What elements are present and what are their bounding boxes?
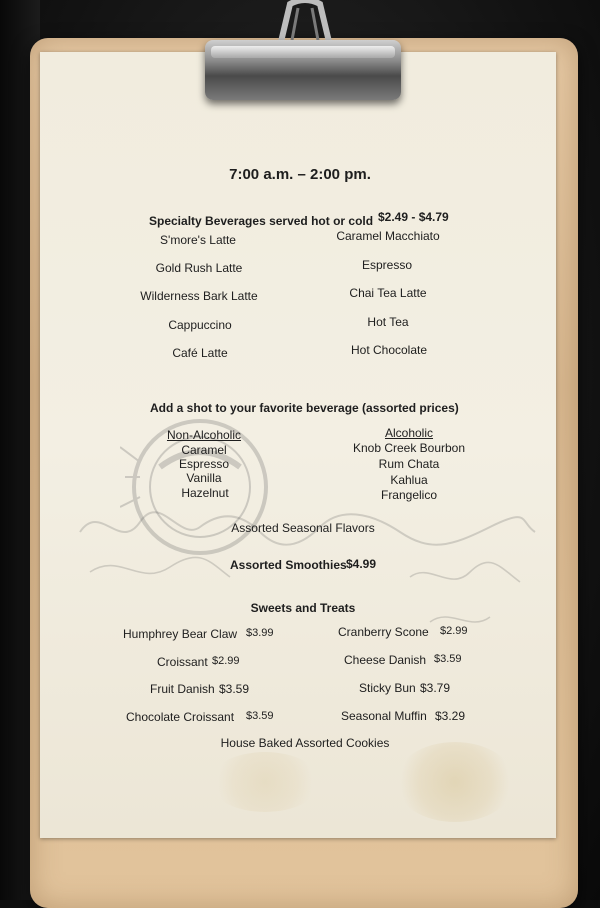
alcoholic-label: Alcoholic [384,426,434,440]
sweet-item-name: Sticky Bun [359,681,416,695]
specialty-price: $2.49 - $4.79 [378,210,449,224]
sweet-item-price: $3.29 [435,709,466,723]
sweet-item-name: Chocolate Croissant [126,710,235,724]
coffee-stain [395,742,515,822]
beverage-item: Café Latte [172,346,228,360]
sweet-item-price: $3.59 [246,710,274,722]
sweet-item-name: Seasonal Muffin [341,709,427,723]
sweet-item-name: Fruit Danish [150,682,215,696]
shot-item: Hazelnut [181,486,229,500]
beverage-item: Hot Chocolate [350,343,428,357]
sweet-item-price: $2.99 [440,625,468,637]
beverage-item: Gold Rush Latte [155,261,243,275]
shot-item: Kahlua [390,473,428,487]
beverage-item: Cappuccino [168,318,232,332]
beverage-item: Espresso [361,258,413,272]
sweet-item-name: Cranberry Scone [338,625,429,639]
binder-clip [205,40,401,100]
shot-item: Rum Chata [378,457,440,471]
non-alcoholic-label: Non-Alcoholic [166,428,242,442]
sweet-item-price: $2.99 [212,655,240,667]
seasonal-flavors: Assorted Seasonal Flavors [231,521,375,535]
specialty-heading: Specialty Beverages served hot or cold [149,214,374,228]
cookies: House Baked Assorted Cookies [220,736,390,750]
shot-heading: Add a shot to your favorite beverage (assorted prices) [150,401,459,415]
sweet-item-name: Cheese Danish [344,653,427,667]
coffee-stain [210,752,320,812]
shot-item: Frangelico [380,488,438,502]
beverage-item: S'more's Latte [160,233,236,247]
beverage-item: Wilderness Bark Latte [140,289,258,303]
sweet-item-name: Humphrey Bear Claw [123,627,238,641]
shot-item: Caramel [181,443,227,457]
sweet-item-price: $3.99 [246,627,274,639]
shot-item: Knob Creek Bourbon [352,441,466,455]
sweet-item-name: Croissant [157,655,208,669]
sweet-item-price: $3.79 [420,681,451,695]
hours: 7:00 a.m. – 2:00 pm. [229,166,371,183]
shot-item: Espresso [178,457,230,471]
sweet-item-price: $3.59 [434,653,462,665]
smoothies-price: $4.99 [346,557,377,571]
smoothies-label: Assorted Smoothies [230,558,347,572]
shot-item: Vanilla [186,471,222,485]
beverage-item: Chai Tea Latte [349,286,427,300]
beverage-item: Hot Tea [367,315,409,329]
sweet-item-price: $3.59 [219,682,250,696]
beverage-item: Caramel Macchiato [336,229,440,243]
sweets-heading: Sweets and Treats [250,601,356,615]
